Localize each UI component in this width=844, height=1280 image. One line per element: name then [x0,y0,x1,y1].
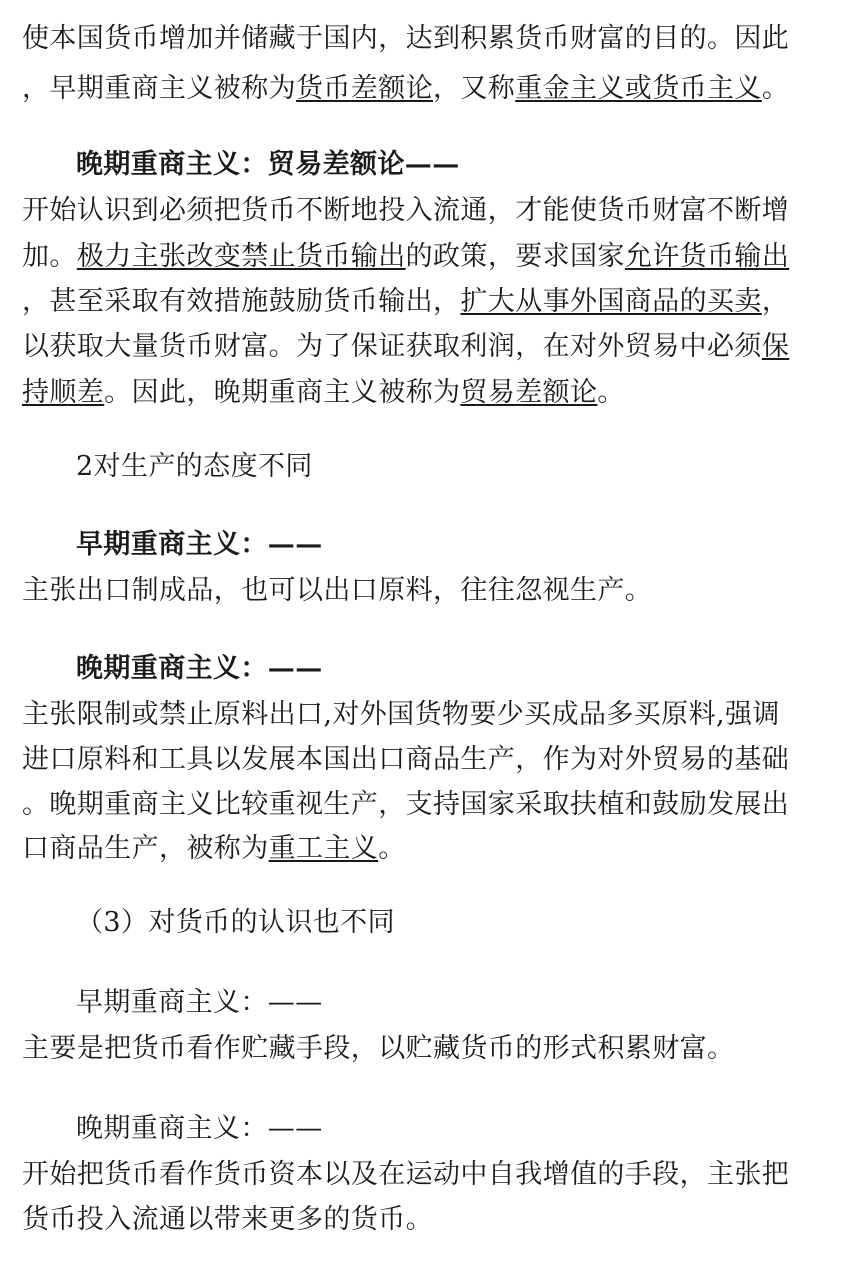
paragraph-line: 开始把货币看作货币资本以及在运动中自我增值的手段，主张把 [22,1159,790,1190]
section-title: （3）对货币的认识也不同 [76,907,395,938]
paragraph-line [22,194,789,228]
underlined-term: 保 [761,331,790,362]
text: 使本国货币增加并储藏于国内，达到积累货币财富的目的。因此 [22,23,790,54]
paragraph-line: 主张出口制成品，也可以出口原料，往往忽视生产。 [22,575,653,606]
section-heading: 晚期重商主义：—— [76,653,323,684]
text: 开始认识到必须把货币不断地投入流通，才能使货币财富不断增 [22,195,790,226]
paragraph-line [22,376,625,410]
paragraph-line [22,832,406,866]
text: 。因此，晚期重商主义被称为 [104,377,461,408]
underlined-term: 极力主张改变禁止货币输出 [76,241,406,272]
section-heading: 早期重商主义：—— [76,987,323,1018]
paragraph-line [22,72,789,106]
text: 以获取大量货币财富。为了保证获取利润，在对外贸易中必须 [22,331,762,362]
text: 的政策，要求国家 [405,241,625,272]
paragraph-line: 进口原料和工具以发展本国出口商品生产，作为对外贸易的基础 [22,744,790,775]
paragraph-line [22,285,789,319]
section-heading: 晚期重商主义：—— [76,1113,323,1144]
text: 。 [597,377,625,408]
text: ， [761,286,790,317]
paragraph-line: 主张限制或禁止原料出口,对外国货物要少买成品多买原料,强调 [22,699,780,730]
text: 口商品生产，被称为 [22,833,269,864]
section-title: 2对生产的态度不同 [76,451,313,482]
underlined-term: 重工主义 [268,833,379,864]
text: ，甚至采取有效措施鼓励货币输出， [22,286,461,317]
underlined-term: 货币差额论 [296,73,433,104]
text: 。 [378,833,406,864]
underlined-term: 扩大从事外国商品的买卖 [460,286,762,317]
underlined-term: 贸易差额论 [460,377,598,408]
underlined-term: 允许货币输出 [624,241,790,272]
text: 加。 [22,241,77,272]
paragraph-line [22,240,789,274]
section-heading: 早期重商主义：—— [76,529,323,560]
underlined-term: 重金主义或货币主义 [515,73,762,104]
paragraph-line: 主要是把货币看作贮藏手段，以贮藏货币的形式积累财富。 [22,1033,735,1064]
text: 。 [761,73,790,104]
paragraph-line: 。晚期重商主义比较重视生产，支持国家采取扶植和鼓励发展出 [22,789,790,820]
text: ，早期重商主义被称为 [22,73,296,104]
paragraph-line: 货币投入流通以带来更多的货币。 [22,1204,433,1235]
section-heading: 晚期重商主义：贸易差额论—— [76,149,460,180]
underlined-term: 持顺差 [22,377,105,408]
paragraph-line [22,22,789,56]
text: ，又称 [433,73,516,104]
paragraph-line [22,330,789,364]
